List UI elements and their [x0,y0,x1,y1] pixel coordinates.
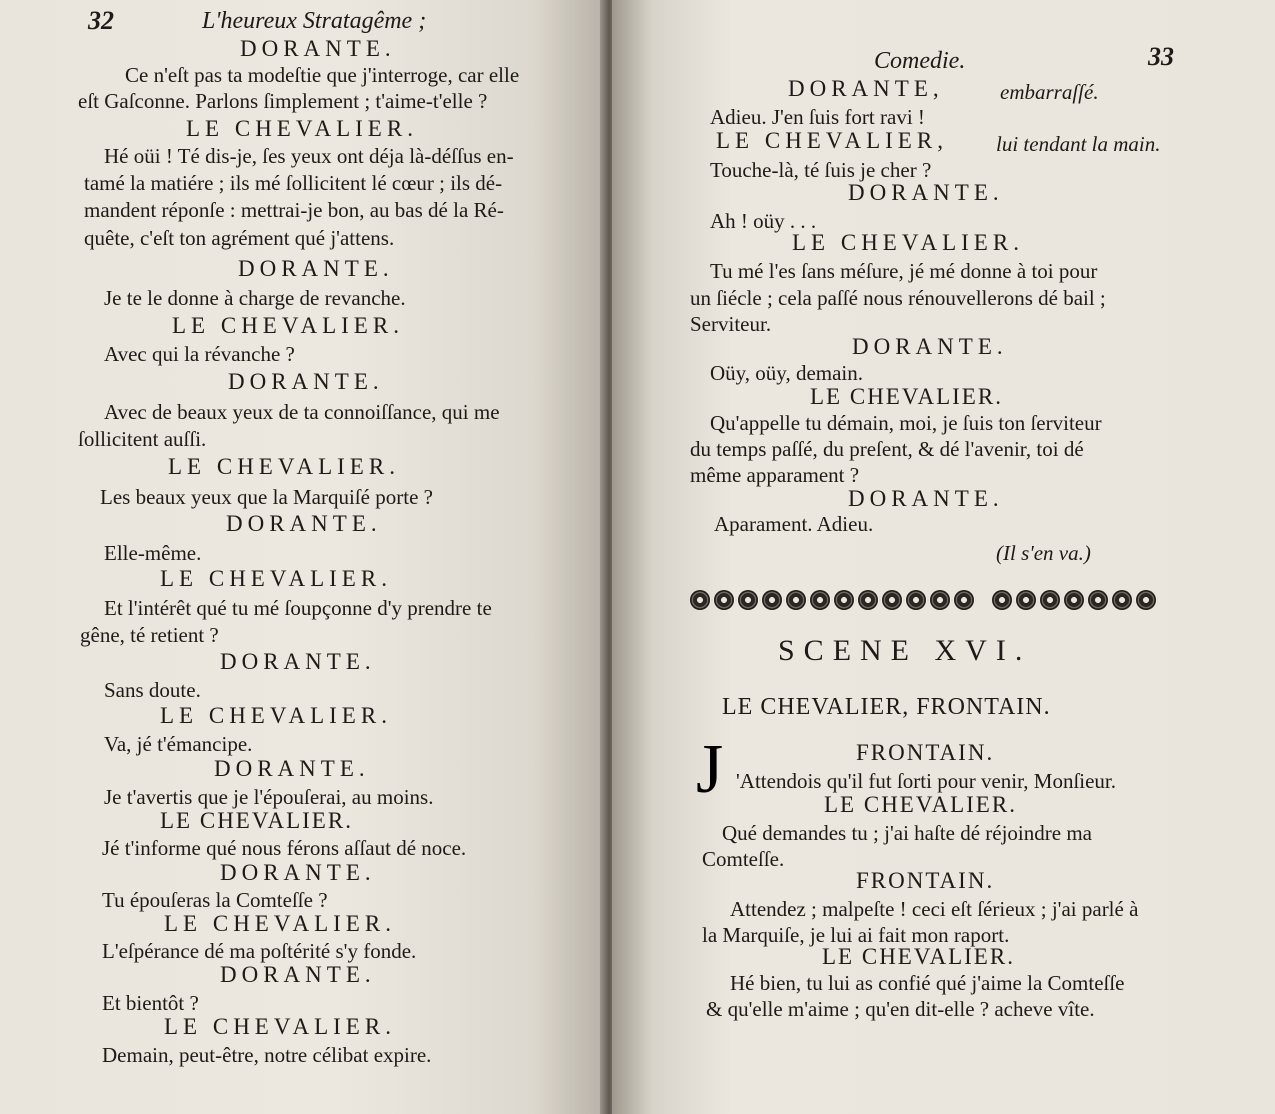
stage-direction: embarraſſé. [1000,80,1099,104]
speaker-heading: DORANTE. [852,334,1008,359]
text-line: eſt Gaſconne. Parlons ſimplement ; t'aime-t'elle ? [78,89,488,113]
page-number: 33 [1148,42,1174,71]
text-line: Hé oüi ! Té dis-je, ſes yeux ont déja là-déſſus en- [104,144,514,168]
text-line: mandent réponſe : mettrai-je bon, au bas dé la Ré- [84,198,504,222]
text-line: du temps paſſé, du preſent, & dé l'avenir, toi dé [690,437,1084,461]
text-line: Ah ! oüy . . . [710,209,817,233]
left-page [0,0,605,1114]
running-head: L'heureux Stratagême ; [202,8,427,34]
ornamental-rule [690,590,1190,616]
ornament-flower-icon [1016,590,1036,610]
text-line: Avec de beaux yeux de ta connoiſſance, qui me [104,400,500,424]
text-line: Attendez ; malpeſte ! ceci eſt ſérieux ; j'ai parlé à [730,897,1139,921]
ornament-flower-icon [714,590,734,610]
text-line: Hé bien, tu lui as confié qué j'aime la Comteſſe [730,971,1125,995]
speaker-heading: LE CHEVALIER. [186,116,418,141]
speaker-heading: LE CHEVALIER. [822,944,1015,969]
text-line: Je t'avertis que je l'épouſerai, au moins. [104,785,434,809]
text-line: Elle-même. [104,541,202,565]
ornament-flower-icon [1040,590,1060,610]
ornament-flower-icon [1088,590,1108,610]
text-line: L'eſpérance dé ma poſtérité s'y fonde. [102,939,417,963]
scene-title: SCENE XVI. [778,634,1032,667]
speaker-heading: LE CHEVALIER. [160,566,392,591]
speaker-heading: LE CHEVALIER. [160,703,392,728]
text-line: Les beaux yeux que la Marquiſé porte ? [100,485,433,509]
speaker-heading: DORANTE. [240,36,396,61]
text-line: tamé la matiére ; ils mé ſollicitent lé cœur ; ils dé- [84,171,503,195]
ornament-flower-icon [834,590,854,610]
ornament-flower-icon [954,590,974,610]
text-line: Sans doute. [104,678,201,702]
text-line: Jé t'informe qué nous férons aſſaut dé noce. [102,836,467,860]
speaker-heading: DORANTE. [226,511,382,536]
ornament-flower-icon [786,590,806,610]
speaker-heading: LE CHEVALIER. [810,384,1003,409]
ornament-flower-icon [930,590,950,610]
text-line: Tu épouſeras la Comteſſe ? [102,888,328,912]
text-line: gêne, té retient ? [80,623,219,647]
text-line: 'Attendois qu'il fut ſorti pour venir, Monſieur. [736,769,1117,793]
text-line: & qu'elle m'aime ; qu'en dit-elle ? acheve vîte. [706,997,1095,1021]
ornament-gap [978,590,988,610]
speaker-heading: FRONTAIN. [856,868,995,893]
text-line: ſollicitent auſſi. [78,427,207,451]
ornament-flower-icon [906,590,926,610]
text-line: Et l'intérêt qué tu mé ſoupçonne d'y prendre te [104,596,492,620]
page-number: 32 [88,6,114,35]
speaker-heading: FRONTAIN. [856,740,995,765]
text-line: Je te le donne à charge de revanche. [104,286,406,310]
stage-direction: lui tendant la main. [996,132,1161,156]
stage-direction: (Il s'en va.) [996,541,1091,565]
text-line: Oüy, oüy, demain. [710,361,863,385]
ornament-flower-icon [882,590,902,610]
speaker-heading: DORANTE. [228,369,384,394]
right-page [612,0,1275,1114]
text-line: Touche-là, té ſuis je cher ? [710,158,932,182]
ornament-flower-icon [858,590,878,610]
text-line: Adieu. J'en ſuis fort ravi ! [710,105,925,129]
text-line: Ce n'eſt pas ta modeſtie que j'interroge, car elle [125,63,520,87]
text-line: la Marquiſe, je lui ai fait mon raport. [702,923,1010,947]
text-line: Serviteur. [690,312,772,336]
ornament-flower-icon [1064,590,1084,610]
drop-capital: J [696,731,724,808]
speaker-heading: DORANTE. [220,860,376,885]
speaker-heading: LE CHEVALIER. [792,230,1024,255]
speaker-heading: LE CHEVALIER. [168,454,400,479]
text-line: même apparament ? [690,463,860,487]
speaker-heading: LE CHEVALIER. [160,808,353,833]
speaker-heading: DORANTE. [214,756,370,781]
text-line: Comteſſe. [702,847,785,871]
ornament-flower-icon [762,590,782,610]
speaker-heading: DORANTE. [848,486,1004,511]
text-line: Tu mé l'es ſans méſure, jé mé donne à toi pour [710,259,1098,283]
ornament-flower-icon [738,590,758,610]
speaker-heading: LE CHEVALIER. [824,792,1017,817]
speaker-heading: LE CHEVALIER. [164,911,396,936]
running-head: Comedie. [874,48,966,74]
speaker-heading: LE CHEVALIER, [716,128,948,153]
ornament-flower-icon [1112,590,1132,610]
speaker-heading: DORANTE. [848,180,1004,205]
ornament-flower-icon [810,590,830,610]
ornament-flower-icon [690,590,710,610]
text-line: quête, c'eſt ton agrément qué j'attens. [84,226,395,250]
text-line: Va, jé t'émancipe. [104,732,253,756]
speaker-heading: DORANTE. [238,256,394,281]
speaker-heading: LE CHEVALIER. [172,313,404,338]
scene-cast: LE CHEVALIER, FRONTAIN. [722,694,1051,720]
speaker-heading: DORANTE, [788,76,944,101]
speaker-heading: DORANTE. [220,649,376,674]
speaker-heading: LE CHEVALIER. [164,1014,396,1039]
text-line: un ſiécle ; cela paſſé nous rénouvellerons dé bail ; [690,286,1106,310]
ornament-flower-icon [1136,590,1156,610]
text-line: Qué demandes tu ; j'ai haſte dé réjoindre ma [722,821,1092,845]
ornament-flower-icon [992,590,1012,610]
text-line: Demain, peut-être, notre célibat expire. [102,1043,432,1067]
speaker-heading: DORANTE. [220,962,376,987]
text-line: Aparament. Adieu. [714,512,874,536]
text-line: Qu'appelle tu démain, moi, je ſuis ton ſerviteur [710,411,1102,435]
text-line: Avec qui la révanche ? [104,342,295,366]
text-line: Et bientôt ? [102,991,199,1015]
